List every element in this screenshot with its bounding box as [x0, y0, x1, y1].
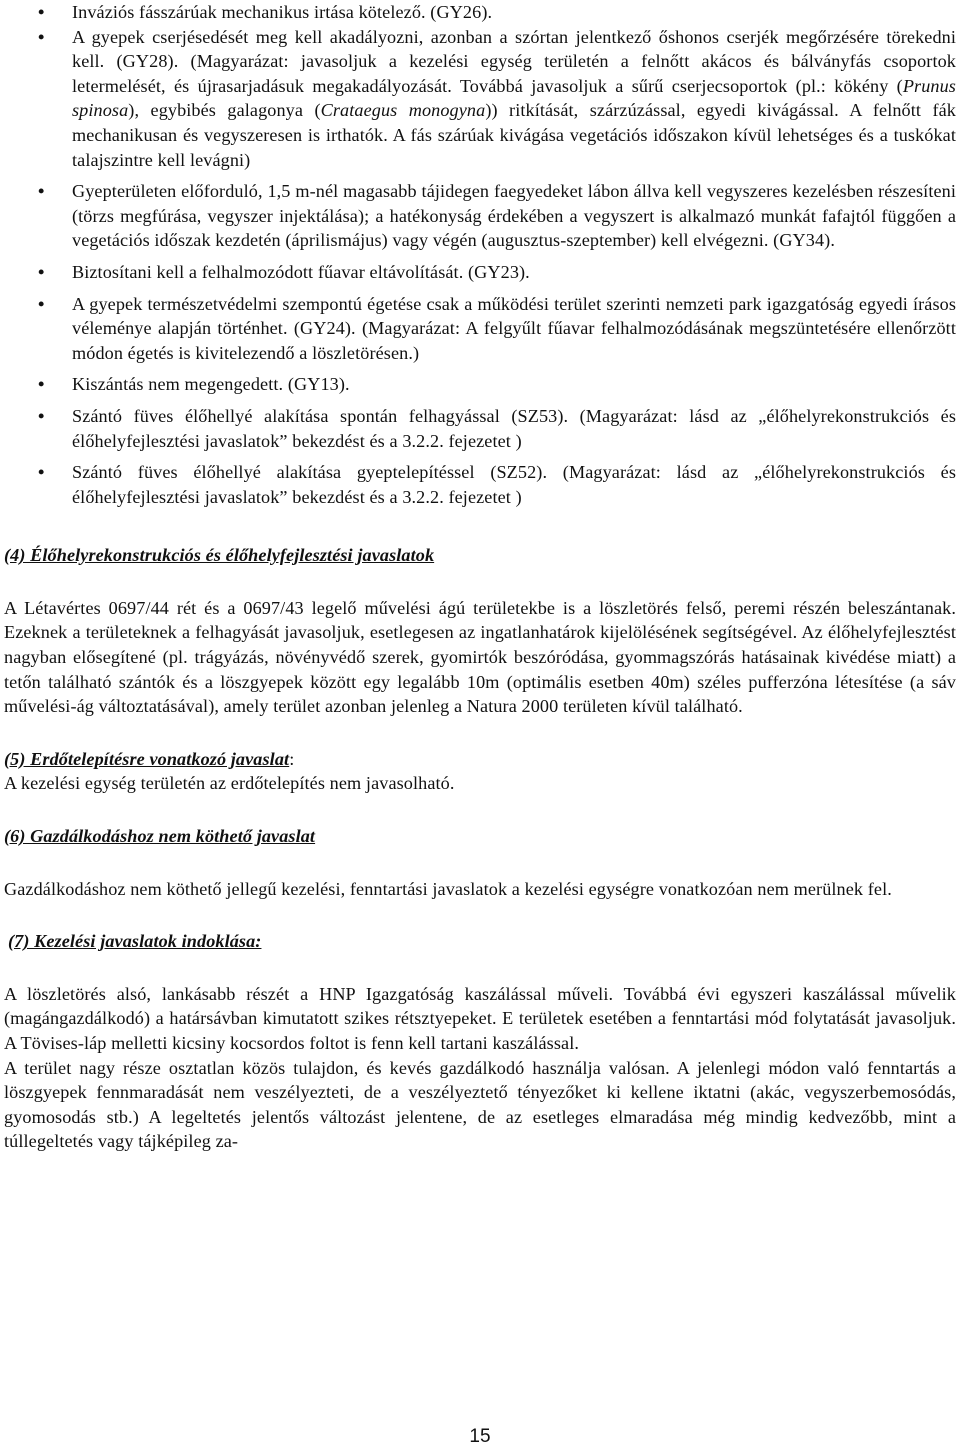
page-number: 15: [469, 1426, 491, 1447]
list-item: [4, 260, 956, 285]
section-body-4: A Létavértes 0697/44 rét és a 0697/43 legelő művelési ágú területekbe is a löszletörés felső, peremi részén beleszántanak. Ezeknek a területeknek a felhagyását javasoljuk, esetlegesen az ingatlanhatárok kijelölésének segítségével. Az élőhelyfejlesztést nagyban elősegítené (pl. trágyázás, növényvédő szerek, gyomirtók beszóródása, gyommagszórás hatásainak kivédése miatt) a tetőn található szántók és a löszgyepek között egy legalább 10m (optimális esetben 40m) széles pufferzóna létesítése (a sáv művelési-ág változtatásával), amely terület azonban jelenleg a Natura 2000 területen kívül található.: [4, 597, 956, 717]
species-name: Prunus spinosa: [72, 75, 956, 121]
section-heading-7: (7) Kezelési javaslatok indoklása:: [8, 931, 262, 952]
section-heading-6: (6) Gazdálkodáshoz nem köthető javaslat: [4, 826, 316, 847]
document-page: [4, 0, 956, 1154]
bullet-icon: •: [38, 405, 45, 426]
section-heading-4: (4) Élőhelyrekonstrukciós és élőhelyfejlesztési javaslatok: [4, 545, 435, 566]
list-item-text: Kiszántás nem megengedett. (GY13).: [72, 374, 350, 395]
section-body-6: Gazdálkodáshoz nem köthető jellegű kezelési, fenntartási javaslatok a kezelési egységre vonatkozóan nem merülnek fel.: [4, 878, 892, 899]
recommendation-list: [4, 0, 956, 509]
list-item-text: Biztosítani kell a felhalmozódott fűavar eltávolítását. (GY23).: [72, 261, 530, 282]
list-item: [4, 372, 956, 397]
bullet-icon: •: [38, 462, 45, 483]
bullet-icon: •: [38, 374, 45, 395]
list-item-text: Inváziós fásszárúak mechanikus irtása kötelező. (GY26).: [72, 2, 493, 22]
bullet-icon: •: [38, 181, 45, 202]
bullet-icon: •: [38, 261, 45, 282]
list-item: [4, 0, 956, 25]
list-item-text: A gyepek természetvédelmi szempontú égetése csak a működési terület szerinti nemzeti park igazgatóság egyedi írásos véleménye alapján történhet. (GY24). (Magyarázat: A felgyűlt fűavar felhalmozódásának megszüntetésére ellenőrzött módon égetés is kivitelezendő a löszletörésen.): [72, 293, 956, 363]
bullet-icon: •: [38, 2, 45, 22]
list-item: [4, 404, 956, 453]
bullet-icon: •: [38, 293, 45, 314]
list-item: [4, 292, 956, 366]
section-body-7a: A löszletörés alsó, lankásabb részét a HNP Igazgatóság kaszálással műveli. Továbbá évi egyszeri kaszálással művelik (magángazdálkodó) a határsávban kimutatott szikes rétsztyepeket. E területek esetében a fenntartási mód folytatását javasoljuk. A Tövises-láp melletti kicsiny kocsordos foltot is fenn kell tartani kaszálással.: [4, 983, 956, 1053]
list-item-text: Szántó füves élőhellyé alakítása spontán felhagyással (SZ53). (Magyarázat: lásd az „élőhelyrekonstrukciós és élőhelyfejlesztési javaslatok” bekezdést és a 3.2.2. fejezetet ): [72, 405, 956, 451]
section-heading-5: (5) Erdőtelepítésre vonatkozó javaslat:: [4, 748, 295, 769]
bullet-icon: •: [38, 26, 45, 47]
list-item-text: Gyepterületen előforduló, 1,5 m-nél magasabb tájidegen faegyedeket lábon állva kell vegyszeres kezelésben részesíteni (törzs megfúrása, vegyszer injektálása); a hatékonyság érdekében a vegyszert is alkalmazó munkát fafajtól függően a vegetációs időszak kezdetén (áprilismájus) vagy végén (augusztus-szeptember) kell elvégezni. (GY34).: [72, 181, 956, 251]
section-body-5: A kezelési egység területén az erdőtelepítés nem javasolható.: [4, 773, 455, 794]
list-item-text: A gyepek cserjésedését meg kell akadályozni, azonban a szórtan jelentkező őshonos cserjék megőrzésére törekedni kell. (GY28). (Magyarázat: javasoljuk a kezelési egység területén a felnőtt akácos és bálványfás csoportok letermelését, és újrasarjadásuk megakadályozását. Továbbá javasoljuk a sűrű cserjecsoportok (pl.: kökény (Prunus spinosa), egybibés galagonya (Crataegus monogyna)) ritkítását, szárzúzással, egyedi kivágással. A felnőtt fák mechanikusan és vegyszeresen is irthatók. A fás szárúak kivágása vegetációs időszakon kívül lehetséges és a tuskókat talajszintre kell levágni): [72, 26, 956, 170]
list-item-text: Szántó füves élőhellyé alakítása gyeptelepítéssel (SZ52). (Magyarázat: lásd az „élőhelyrekonstrukciós és élőhelyfejlesztési javaslatok” bekezdést és a 3.2.2. fejezetet ): [72, 462, 956, 507]
list-item: [4, 460, 956, 509]
list-item: [4, 179, 956, 253]
section-body-7b: A terület nagy része osztatlan közös tulajdon, és kevés gazdálkodó használja valósan. A jelenlegi módon való fenntartás a löszgyepek fennmaradását nem veszélyezteti, de a veszélyeztető tényezőket ki kellene iktatni (akác, vegyszerbemosódás, gyomosodás stb.) A legeltetés jelentős változást jelentene, de az esetleges elmaradása még mindig kedvezőbb, mint a túllegeltetés vagy tájképileg za-: [4, 1057, 956, 1152]
list-item: [4, 25, 956, 173]
species-name: Crataegus monogyna: [320, 100, 486, 121]
